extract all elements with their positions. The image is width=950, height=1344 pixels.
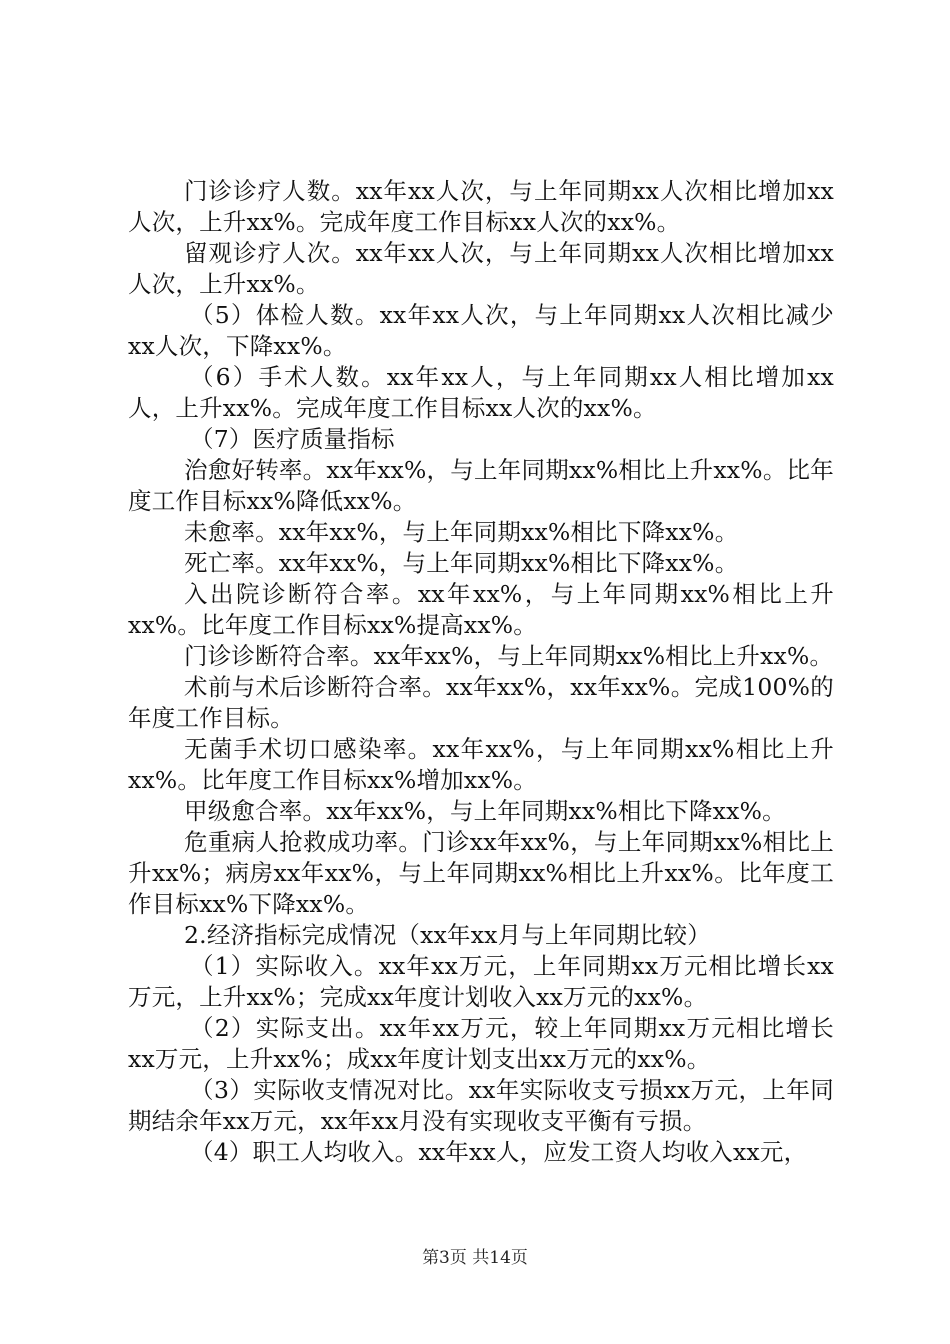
paragraph: 未愈率。xx年xx%，与上年同期xx%相比下降xx%。	[184, 518, 739, 546]
paragraph: 留观诊疗人次。xx年xx人次，与上年同期xx人次相比增加xx人次，上升xx%。	[128, 239, 834, 298]
paragraph: （4）职工人均收入。xx年xx人，应发工资人均收入xx元，	[190, 1138, 808, 1166]
paragraph: 死亡率。xx年xx%，与上年同期xx%相比下降xx%。	[184, 549, 739, 577]
paragraph: 甲级愈合率。xx年xx%，与上年同期xx%相比下降xx%。	[184, 797, 786, 825]
page-body	[128, 176, 834, 1168]
paragraph: 危重病人抢救成功率。门诊xx年xx%，与上年同期xx%相比上升xx%；病房xx年xx%，与上年同期xx%相比上升xx%。比年度工作目标xx%下降xx%。	[128, 828, 834, 918]
paragraph: 门诊诊断符合率。xx年xx%，与上年同期xx%相比上升xx%。	[184, 642, 834, 670]
paragraph: （3）实际收支情况对比。xx年实际收支亏损xx万元，上年同期结余年xx万元，xx年xx月没有实现收支平衡有亏损。	[128, 1076, 834, 1135]
paragraph: 无菌手术切口感染率。xx年xx%，与上年同期xx%相比上升xx%。比年度工作目标xx%增加xx%。	[128, 735, 834, 794]
paragraph: 治愈好转率。xx年xx%，与上年同期xx%相比上升xx%。比年度工作目标xx%降低xx%。	[128, 456, 834, 515]
paragraph: （2）实际支出。xx年xx万元，较上年同期xx万元相比增长xx万元，上升xx%；成xx年度计划支出xx万元的xx%。	[128, 1014, 834, 1073]
section-heading: 2.经济指标完成情况（xx年xx月与上年同期比较）	[184, 921, 711, 949]
paragraph: （6）手术人数。xx年xx人，与上年同期xx人相比增加xx人，上升xx%。完成年度工作目标xx人次的xx%。	[128, 363, 834, 422]
page-footer: 第3页 共14页	[422, 1248, 528, 1268]
paragraph: （1）实际收入。xx年xx万元，上年同期xx万元相比增长xx万元，上升xx%；完成xx年度计划收入xx万元的xx%。	[128, 952, 834, 1011]
paragraph: 门诊诊疗人数。xx年xx人次，与上年同期xx人次相比增加xx人次，上升xx%。完成年度工作目标xx人次的xx%。	[128, 177, 834, 236]
paragraph: 入出院诊断符合率。xx年xx%，与上年同期xx%相比上升xx%。比年度工作目标xx%提高xx%。	[128, 580, 834, 639]
paragraph: 术前与术后诊断符合率。xx年xx%，xx年xx%。完成100%的年度工作目标。	[128, 673, 834, 732]
paragraph: （5）体检人数。xx年xx人次，与上年同期xx人次相比减少xx人次，下降xx%。	[128, 301, 834, 360]
section-heading: （7）医疗质量指标	[190, 425, 395, 453]
